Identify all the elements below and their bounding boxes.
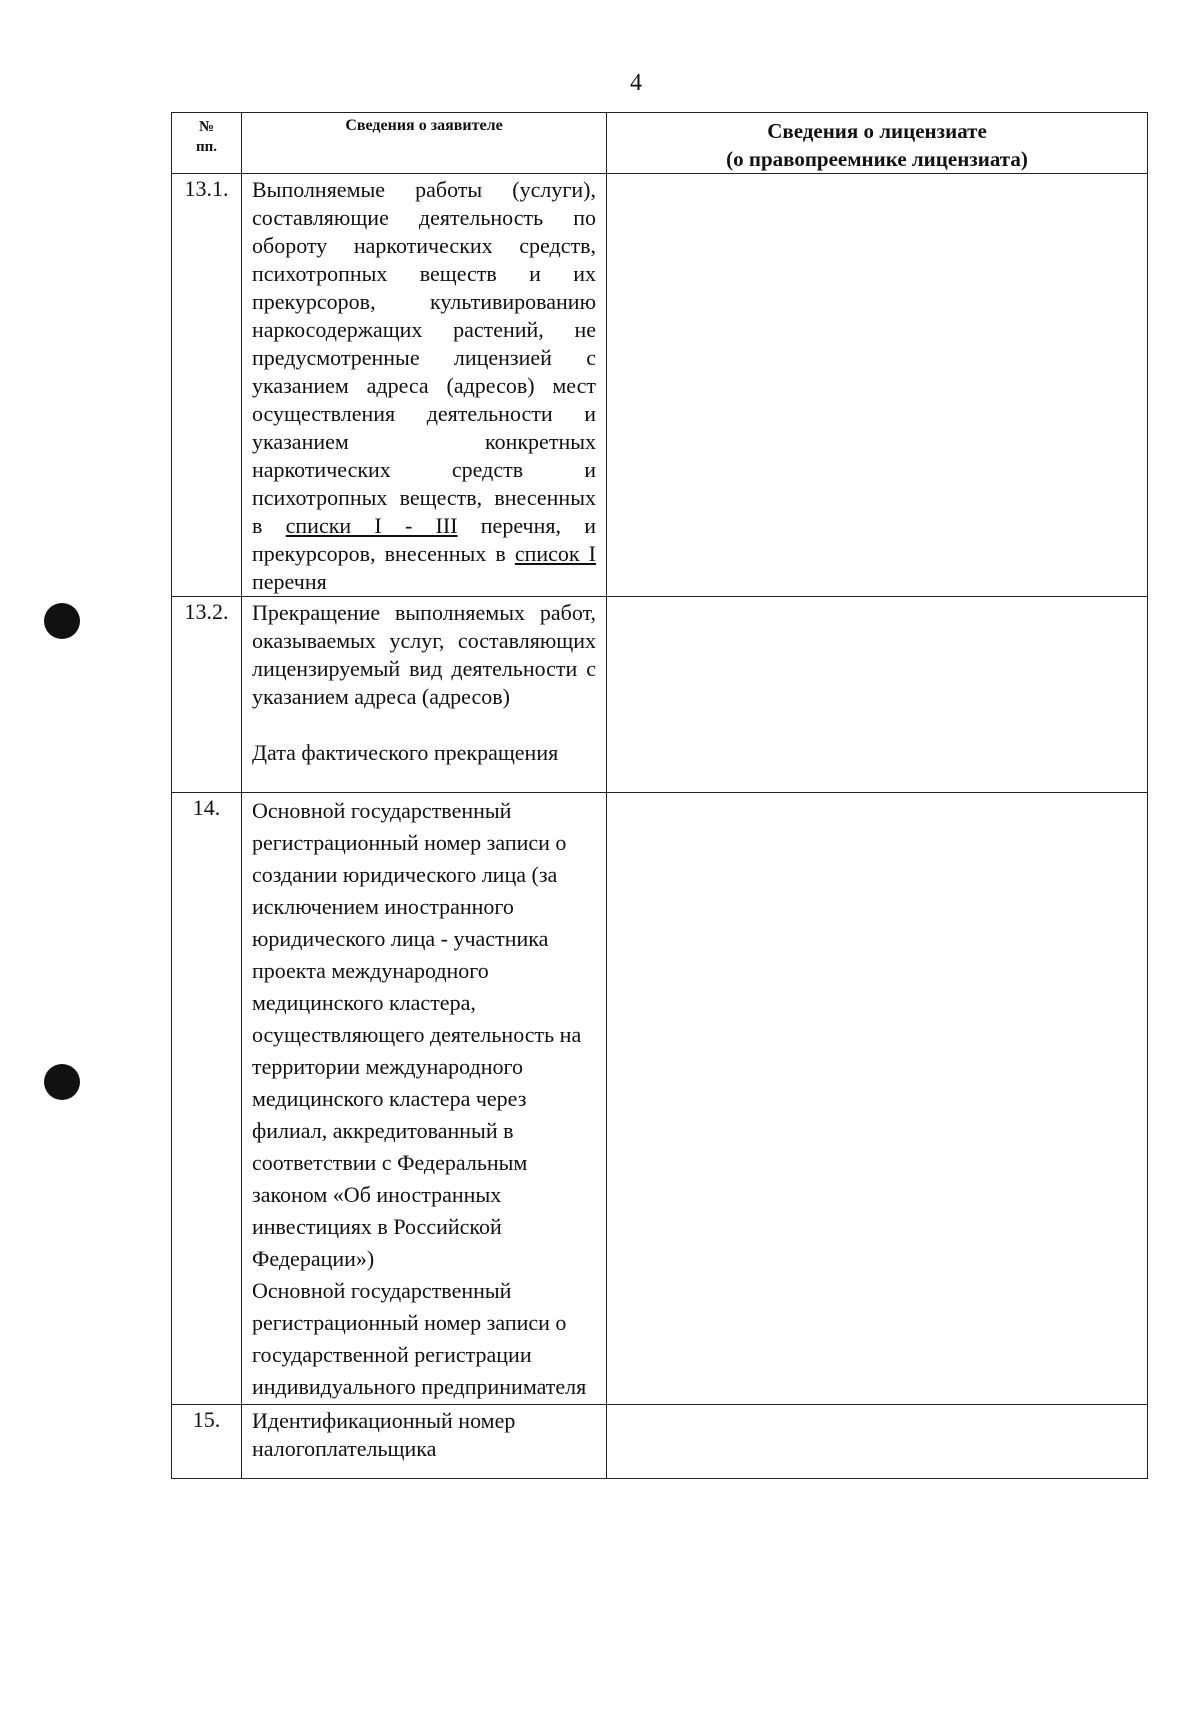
table-row — [172, 174, 1148, 597]
table-row — [172, 1405, 1148, 1479]
binder-hole-top — [44, 603, 80, 639]
row-description: Идентификационный номер налогоплательщика — [242, 1405, 607, 1479]
row-description: Прекращение выполняемых работ, оказываемых услуг, составляющих лицензируемый вид деятельности с указанием адреса (адресов) Дата фактического прекращения — [242, 597, 607, 793]
row-number: 13.2. — [172, 597, 242, 793]
license-info-table — [171, 112, 1148, 1479]
header-licensee: Сведения о лицензиате (о правопреемнике лицензиата) — [607, 113, 1148, 174]
header-applicant: Сведения о заявителе — [242, 113, 607, 174]
row-value-field[interactable] — [607, 174, 1148, 597]
row-number: 15. — [172, 1405, 242, 1479]
row-number: 14. — [172, 793, 242, 1405]
row-description: Выполняемые работы (услуги), составляющие деятельность по обороту наркотических средств, психотропных веществ и их прекурсоров, культивированию наркосодержащих растений, не предусмотренные лицензией с указанием адреса (адресов) мест осуществления деятельности и указанием конкретных наркотических средств и психотропных веществ, внесенных в списки I - III перечня, и прекурсоров, внесенных в список I перечня — [242, 174, 607, 597]
page-number: 4 — [630, 70, 642, 96]
table-row — [172, 793, 1148, 1405]
row-description-date: Дата фактического прекращения — [252, 740, 559, 765]
row-description: Основной государственный регистрационный номер записи о создании юридического лица (за исключением иностранного юридического лица - участника проекта международного медицинского кластера, осуществляющего деятельность на территории международного медицинского кластера через филиал, аккредитованный в соответствии с Федеральным законом «Об иностранных инвестициях в Российской Федерации») Основной государственный регистрационный номер записи о государственной регистрации индивидуального предпринимателя — [242, 793, 607, 1405]
binder-hole-bottom — [44, 1064, 80, 1100]
row-value-field[interactable] — [607, 793, 1148, 1405]
table-header-row — [172, 113, 1148, 174]
header-number: № пп. — [172, 113, 242, 174]
table-row — [172, 597, 1148, 793]
link-lists-i-iii[interactable]: списки I - III — [285, 513, 458, 538]
row-number: 13.1. — [172, 174, 242, 597]
row-value-field[interactable] — [607, 1405, 1148, 1479]
link-list-i[interactable]: список I — [514, 541, 597, 566]
row-value-field[interactable] — [607, 597, 1148, 793]
